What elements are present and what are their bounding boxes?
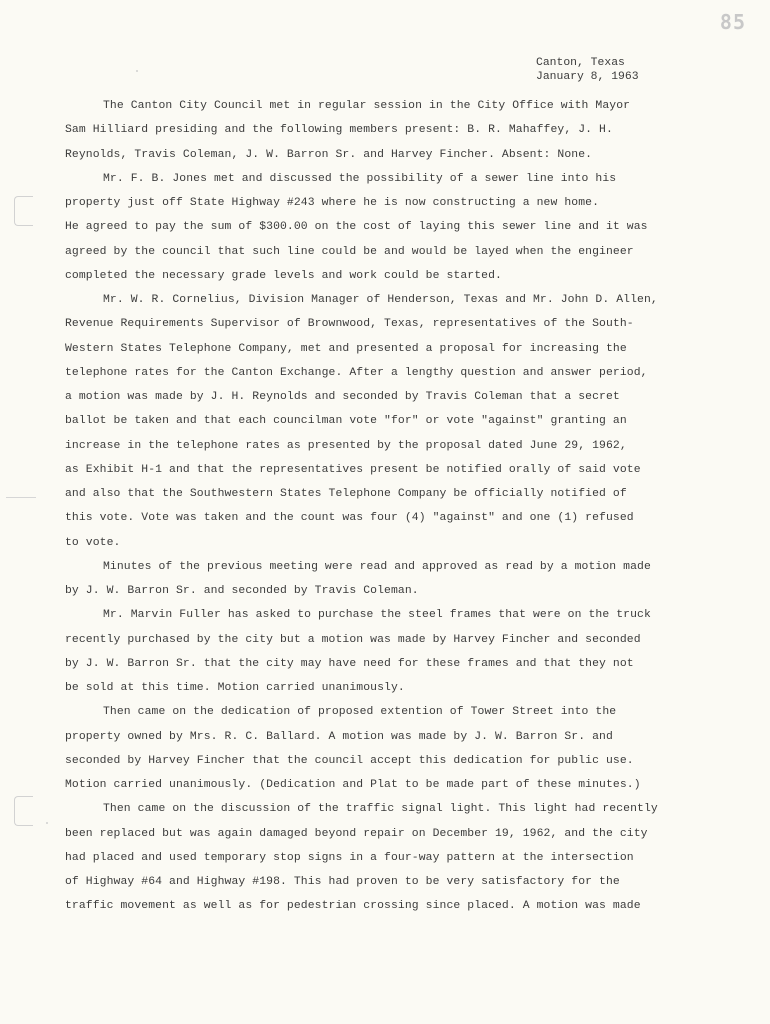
text-line: Motion carried unanimously. (Dedication and Plat to be made part of these minutes.) <box>65 779 641 791</box>
text-line: Mr. F. B. Jones met and discussed the possibility of a sewer line into his <box>103 172 617 185</box>
text-line: as Exhibit H-1 and that the representatives present be notified orally of said vote <box>65 463 641 476</box>
text-line: by J. W. Barron Sr. and seconded by Travis Coleman. <box>65 585 419 597</box>
text-line: telephone rates for the Canton Exchange. After a lengthy question and answer period, <box>65 366 648 379</box>
text-line: seconded by Harvey Fincher that the council accept this dedication for public use. <box>65 754 634 767</box>
dateline <box>536 56 639 84</box>
text-line: and also that the Southwestern States Telephone Company be officially notified of <box>65 488 627 500</box>
text-line: traffic movement as well as for pedestrian crossing since placed. A motion was made <box>65 900 641 913</box>
text-line: property just off State Highway #243 where he is now constructing a new home. <box>65 197 600 209</box>
text-line: increase in the telephone rates as presented by the proposal dated June 29, 1962, <box>65 439 627 452</box>
text-line: property owned by Mrs. R. C. Ballard. A motion was made by J. W. Barron Sr. and <box>65 730 613 743</box>
text-line: Western States Telephone Company, met and presented a proposal for increasing the <box>65 342 627 355</box>
text-line: to vote. <box>65 536 121 549</box>
text-line: this vote. Vote was taken and the count was four (4) "against" and one (1) refused <box>65 512 634 525</box>
text-line: be sold at this time. Motion carried unanimously. <box>65 682 405 694</box>
text-line: Sam Hilliard presiding and the following members present: B. R. Mahaffey, J. H. <box>65 124 613 137</box>
paper-speck <box>46 822 48 824</box>
text-line: had placed and used temporary stop signs in a four-way pattern at the intersection <box>65 851 634 864</box>
text-line: Then came on the discussion of the traffic signal light. This light had recently <box>103 803 658 816</box>
text-line: Reynolds, Travis Coleman, J. W. Barron Sr. and Harvey Fincher. Absent: None. <box>65 148 593 161</box>
text-line: ballot be taken and that each councilman vote "for" or vote "against" granting an <box>65 415 627 428</box>
text-line: Mr. Marvin Fuller has asked to purchase the steel frames that were on the truck <box>103 609 651 622</box>
dateline-place: Canton, Texas <box>536 57 625 69</box>
text-line: The Canton City Council met in regular session in the City Office with Mayor <box>103 100 631 112</box>
paper-speck <box>136 70 138 72</box>
binder-hole-mark <box>14 796 33 826</box>
text-line: Mr. W. R. Cornelius, Division Manager of Henderson, Texas and Mr. John D. Allen, <box>103 294 658 306</box>
text-line: been replaced but was again damaged beyond repair on December 19, 1962, and the city <box>65 827 648 840</box>
text-line: a motion was made by J. H. Reynolds and seconded by Travis Coleman that a secret <box>65 391 620 403</box>
text-line: He agreed to pay the sum of $300.00 on the cost of laying this sewer line and it was <box>65 221 648 234</box>
binder-hole-mark <box>14 196 33 226</box>
text-line: Minutes of the previous meeting were read and approved as read by a motion made <box>103 560 651 573</box>
minutes-body <box>65 94 755 919</box>
text-line: recently purchased by the city but a motion was made by Harvey Fincher and seconded <box>65 633 641 646</box>
text-line: completed the necessary grade levels and work could be started. <box>65 269 502 282</box>
text-line: by J. W. Barron Sr. that the city may have need for these frames and that they not <box>65 657 634 670</box>
text-line: of Highway #64 and Highway #198. This had proven to be very satisfactory for the <box>65 876 620 888</box>
text-line: agreed by the council that such line could be and would be layed when the engineer <box>65 245 634 258</box>
text-line: Then came on the dedication of proposed extention of Tower Street into the <box>103 706 617 719</box>
dateline-date: January 8, 1963 <box>536 71 639 83</box>
margin-tick-mark <box>6 497 36 498</box>
page-number: 85 <box>719 10 746 34</box>
text-line: Revenue Requirements Supervisor of Brownwood, Texas, representatives of the South- <box>65 318 634 331</box>
